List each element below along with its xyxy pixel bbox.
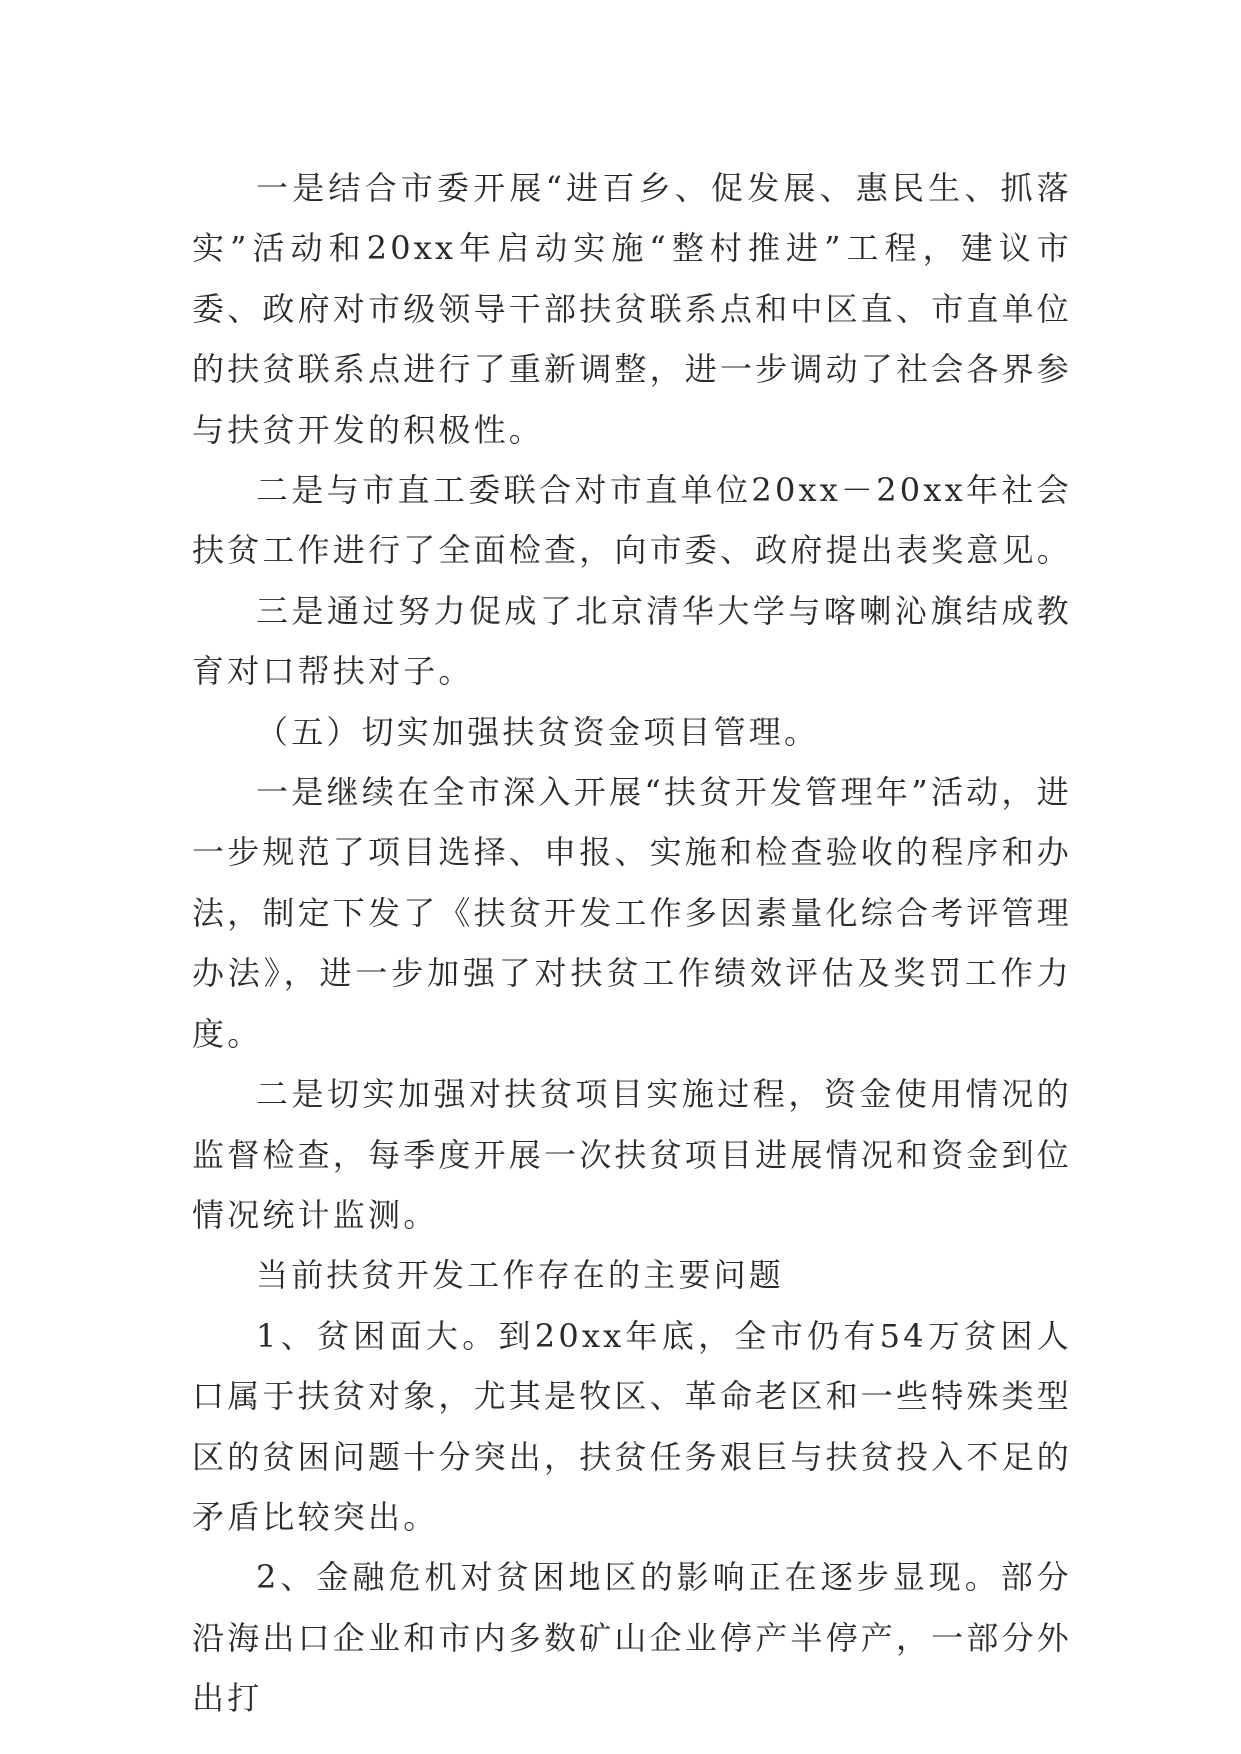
paragraph: 二是切实加强对扶贫项目实施过程，资金使用情况的监督检查，每季度开展一次扶贫项目进展情况和资金到位情况统计监测。 <box>192 1075 1073 1234</box>
document-body <box>192 158 1072 1729</box>
paragraph: 2、金融危机对贫困地区的影响正在逐步显现。部分沿海出口企业和市内多数矿山企业停产半停产，一部分外出打 <box>192 1558 1073 1718</box>
paragraph: 三是通过努力促成了北京清华大学与喀喇沁旗结成教育对口帮扶对子。 <box>192 591 1072 691</box>
paragraph: 二是与市直工委联合对市直单位20xx－20xx年社会扶贫工作进行了全面检查，向市委、政府提出表奖意见。 <box>192 471 1073 570</box>
section-heading: 当前扶贫开发工作存在的主要问题 <box>256 1256 785 1295</box>
paragraph: 一是继续在全市深入开展“扶贫开发管理年”活动，进一步规范了项目选择、申报、实施和检查验收的程序和办法，制定下发了《扶贫开发工作多因素量化综合考评管理办法》，进一步加强了对扶贫工作绩效评估及奖罚工作力度。 <box>192 773 1073 1053</box>
section-heading: （五）切实加强扶贫资金项目管理。 <box>256 712 820 751</box>
paragraph: 一是结合市委开展“进百乡、促发展、惠民生、抓落实”活动和20xx年启动实施“整村推进”工程，建议市委、政府对市级领导干部扶贫联系点和中区直、市直单位的扶贫联系点进行了重新调整，进一步调动了社会各界参与扶贫开发的积极性。 <box>192 169 1073 449</box>
paragraph: 1、贫困面大。到20xx年底，全市仍有54万贫困人口属于扶贫对象，尤其是牧区、革命老区和一些特殊类型区的贫困问题十分突出，扶贫任务艰巨与扶贫投入不足的矛盾比较突出。 <box>192 1316 1073 1536</box>
